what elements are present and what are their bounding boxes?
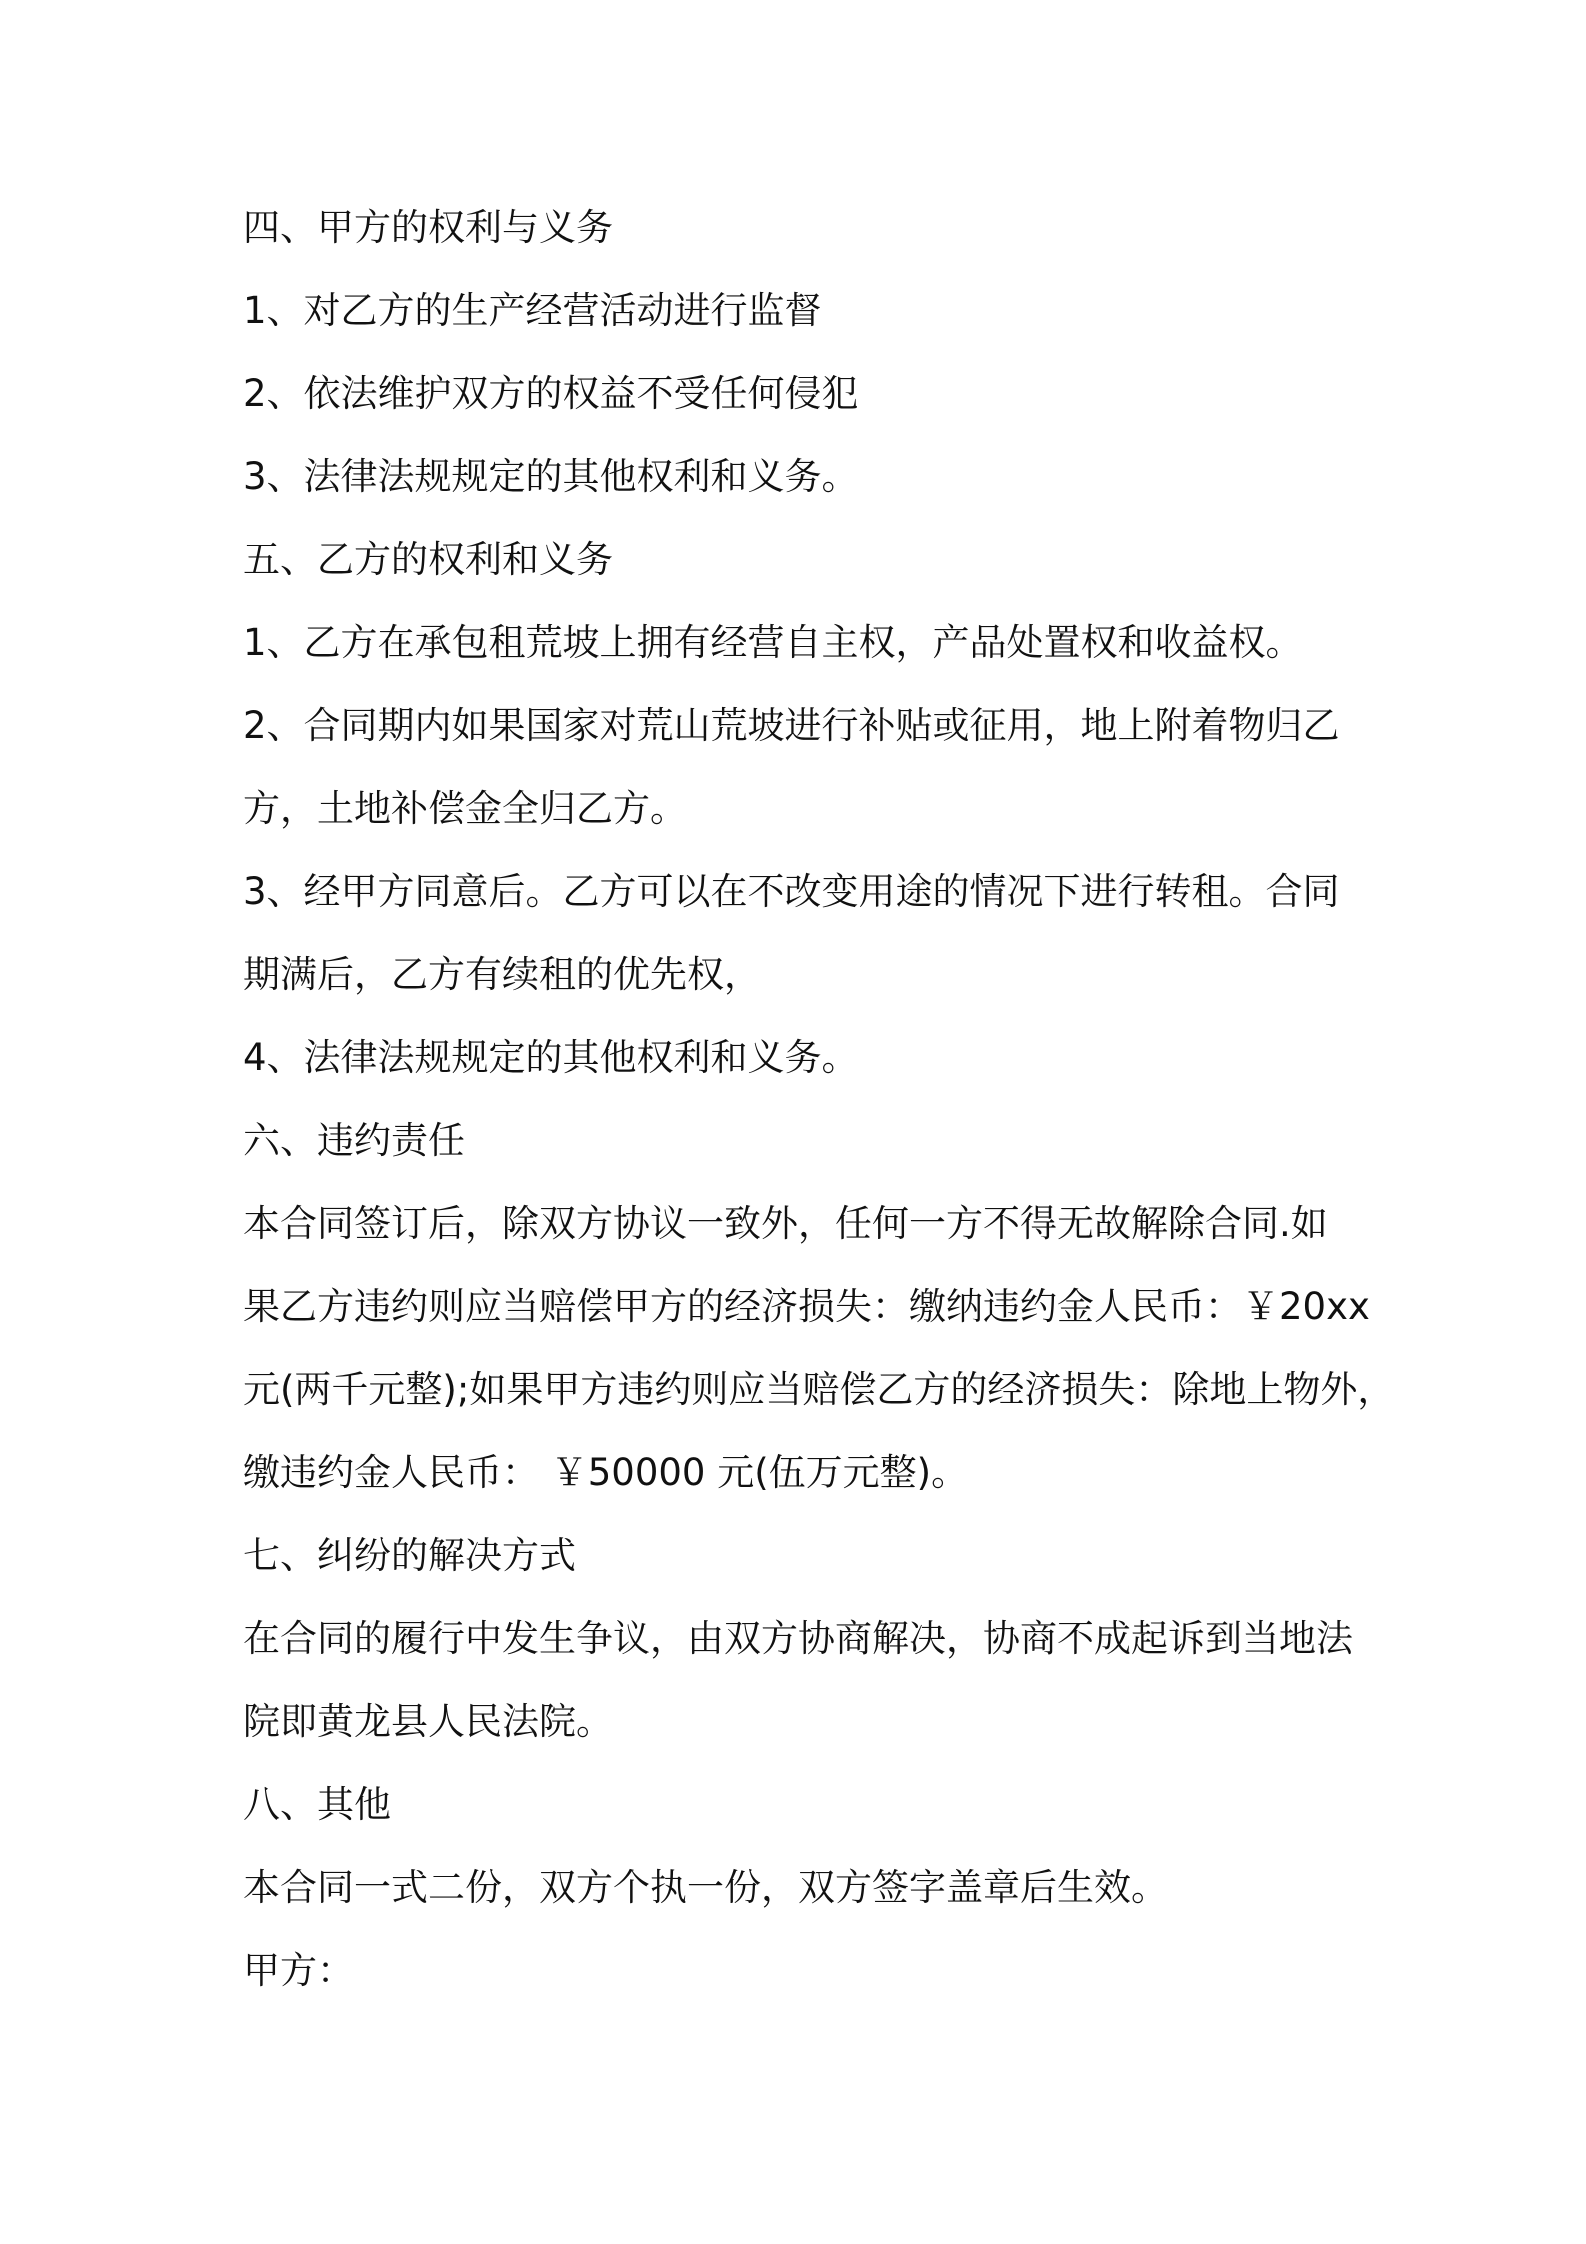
party-a-clause-1: 1、对乙方的生产经营活动进行监督 bbox=[243, 289, 822, 332]
other-paragraph: 本合同一式二份，双方个执一份，双方签字盖章后生效。 bbox=[243, 1866, 1168, 1909]
party-b-clause-3-line-2: 期满后，乙方有续租的优先权， bbox=[243, 953, 761, 996]
party-b-clause-2-line-2: 方，土地补偿金全归乙方。 bbox=[243, 787, 687, 830]
dispute-paragraph-line-1: 在合同的履行中发生争议，由双方协商解决，协商不成起诉到当地法 bbox=[243, 1617, 1353, 1660]
section-heading-breach-liability: 六、违约责任 bbox=[243, 1119, 465, 1162]
section-heading-dispute-resolution: 七、纠纷的解决方式 bbox=[243, 1534, 576, 1577]
party-b-clause-3-line-1: 3、经甲方同意后。乙方可以在不改变用途的情况下进行转租。合同 bbox=[243, 870, 1340, 913]
breach-paragraph-line-1: 本合同签订后，除双方协议一致外，任何一方不得无故解除合同.如 bbox=[243, 1202, 1328, 1245]
section-heading-party-a-rights: 四、甲方的权利与义务 bbox=[243, 206, 613, 249]
party-b-clause-1: 1、乙方在承包租荒坡上拥有经营自主权，产品处置权和收益权。 bbox=[243, 621, 1303, 664]
breach-paragraph-line-3: 元(两千元整);如果甲方违约则应当赔偿乙方的经济损失：除地上物外， bbox=[243, 1368, 1395, 1411]
party-b-clause-2-line-1: 2、合同期内如果国家对荒山荒坡进行补贴或征用，地上附着物归乙 bbox=[243, 704, 1340, 747]
breach-paragraph-line-4: 缴违约金人民币： ￥50000 元(伍万元整)。 bbox=[243, 1451, 969, 1494]
party-b-clause-4: 4、法律法规规定的其他权利和义务。 bbox=[243, 1036, 859, 1079]
party-a-signature-label: 甲方： bbox=[243, 1949, 354, 1992]
section-heading-other: 八、其他 bbox=[243, 1783, 391, 1826]
party-a-clause-2: 2、依法维护双方的权益不受任何侵犯 bbox=[243, 372, 859, 415]
section-heading-party-b-rights: 五、乙方的权利和义务 bbox=[243, 538, 613, 581]
party-a-clause-3: 3、法律法规规定的其他权利和义务。 bbox=[243, 455, 859, 498]
dispute-paragraph-line-2: 院即黄龙县人民法院。 bbox=[243, 1700, 613, 1743]
breach-paragraph-line-2: 果乙方违约则应当赔偿甲方的经济损失：缴纳违约金人民币：￥20xx bbox=[243, 1285, 1370, 1328]
